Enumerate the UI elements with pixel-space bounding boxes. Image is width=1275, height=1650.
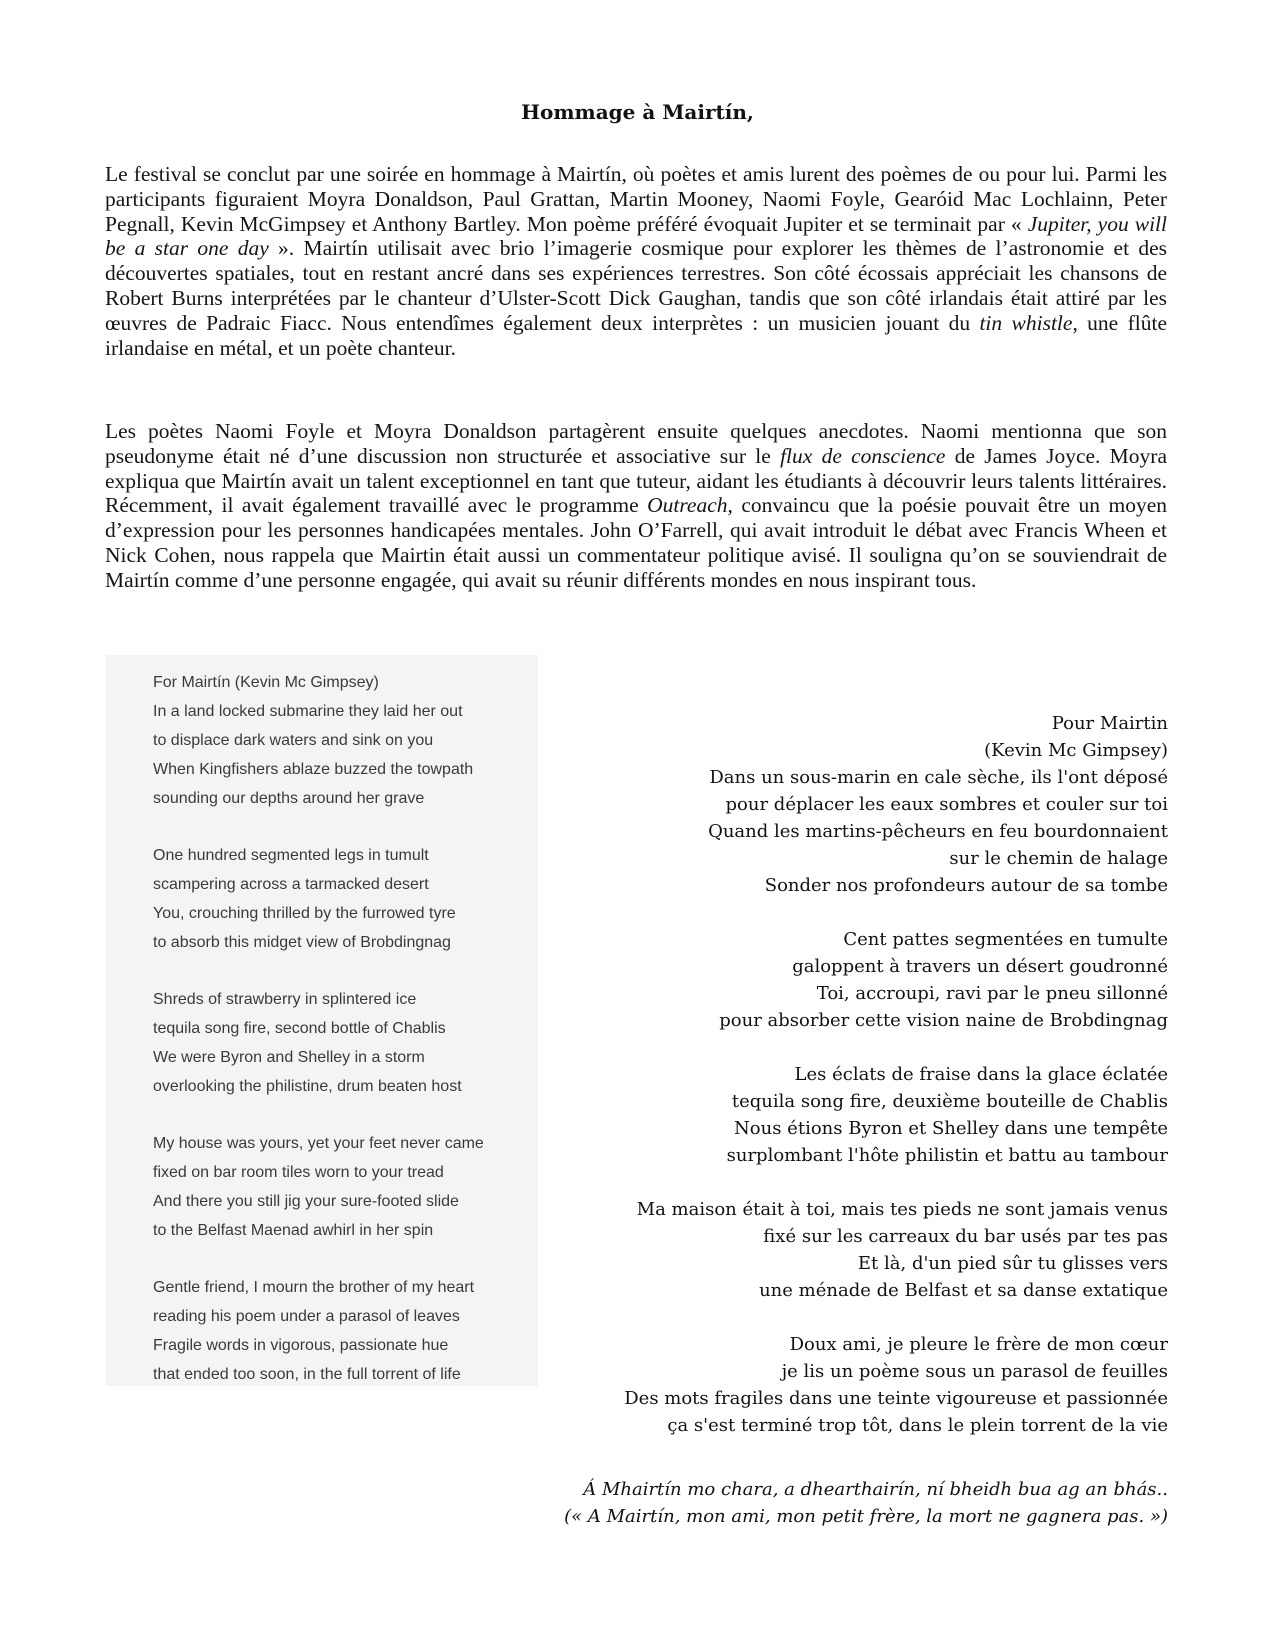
paragraph-text: ». Mairtín utilisait avec brio l’imagerie cosmique pour explorer les thèmes de l’astronomie et des découvertes spatiales, tout en restant ancré dans ses expériences terrestres. Son côté écossais appréciait les chansons de Robert Burns interprétées par le chanteur d’Ulster-Scott Dick Gaughan, tandis que son côté irlandais était attiré par les œuvres de Padraic Fiacc. Nous entendîmes également deux interprètes : un musicien jouant du	[105, 236, 1167, 335]
stanza-gap	[153, 1101, 484, 1129]
french-translation-line: (« A Mairtín, mon ami, mon petit frère, la mort ne gagnera pas. »)	[564, 1506, 1168, 1527]
italic-term: tin whistle	[979, 310, 1073, 335]
french-poem	[608, 710, 1168, 1439]
poem-line: ça s'est terminé trop tôt, dans le plein torrent de la vie	[667, 1415, 1168, 1436]
poem-line: Dans un sous-marin en cale sèche, ils l'ont déposé	[709, 767, 1168, 788]
poem-line: Quand les martins-pêcheurs en feu bourdonnaient	[708, 821, 1168, 842]
page-title: Hommage à Mairtín,	[521, 100, 754, 124]
closing-lines	[468, 1476, 1168, 1530]
poem-line: We were Byron and Shelley in a storm	[153, 1049, 425, 1066]
stanza-gap	[608, 899, 1168, 926]
poem-line: je lis un poème sous un parasol de feuilles	[781, 1361, 1168, 1382]
poem-title: Pour Mairtin	[1051, 713, 1168, 734]
poem-line: pour absorber cette vision naine de Brobdingnag	[719, 1010, 1168, 1031]
poem-line: One hundred segmented legs in tumult	[153, 847, 429, 864]
poem-line: to displace dark waters and sink on you	[153, 732, 434, 749]
poem-line: reading his poem under a parasol of leaves	[153, 1308, 460, 1325]
poem-line: galoppent à travers un désert goudronné	[792, 956, 1168, 977]
poem-line: overlooking the philistine, drum beaten host	[153, 1078, 462, 1095]
paragraph-text: Les poètes Naomi Foyle et Moyra Donaldson partagèrent ensuite quelques anecdotes. Naomi mentionna que son pseudonyme était né d’une discussion non structurée et associative sur le	[105, 419, 1167, 468]
poem-line: surplombant l'hôte philistin et battu au tambour	[726, 1145, 1168, 1166]
poem-line: fixé sur les carreaux du bar usés par tes pas	[763, 1226, 1168, 1247]
poem-line: Nous étions Byron et Shelley dans une tempête	[734, 1118, 1168, 1139]
quote-jupiter: Jupiter, you will be a star one day	[105, 211, 1167, 261]
poem-line: tequila song fire, deuxième bouteille de Chablis	[731, 1091, 1168, 1112]
irish-line: Á Mhairtín mo chara, a dhearthairín, ní bheidh bua ag an bhás..	[583, 1479, 1168, 1500]
italic-term: flux de conscience	[780, 443, 946, 468]
paragraph-tribute-evening	[105, 162, 1167, 360]
italic-term: Outreach	[647, 493, 728, 518]
stanza-gap	[608, 1304, 1168, 1331]
poem-line: une ménade de Belfast et sa danse extatique	[759, 1280, 1168, 1301]
stanza-gap	[608, 1169, 1168, 1196]
poem-line: scampering across a tarmacked desert	[153, 876, 429, 893]
english-poem-image	[106, 655, 538, 1386]
poem-line: Des mots fragiles dans une teinte vigoureuse et passionnée	[624, 1388, 1168, 1409]
stanza-gap	[153, 1245, 484, 1273]
poem-line: You, crouching thrilled by the furrowed tyre	[153, 905, 456, 922]
poem-line: pour déplacer les eaux sombres et couler sur toi	[725, 794, 1168, 815]
poem-line: Ma maison était à toi, mais tes pieds ne sont jamais venus	[636, 1199, 1168, 1220]
poem-heading: For Mairtín (Kevin Mc Gimpsey)	[153, 674, 379, 691]
poem-line: sounding our depths around her grave	[153, 790, 425, 807]
stanza-gap	[608, 1034, 1168, 1061]
poem-line: to the Belfast Maenad awhirl in her spin	[153, 1222, 434, 1239]
poem-line: tequila song fire, second bottle of Chablis	[153, 1020, 446, 1037]
poem-line: Doux ami, je pleure le frère de mon cœur	[789, 1334, 1168, 1355]
paragraph-text: , une flûte irlandaise en métal, et un poète chanteur.	[105, 310, 1167, 360]
stanza-gap	[153, 957, 484, 985]
poem-line: In a land locked submarine they laid her out	[153, 703, 463, 720]
poem-line: Gentle friend, I mourn the brother of my heart	[153, 1279, 475, 1296]
poem-line: Toi, accroupi, ravi par le pneu sillonné	[816, 983, 1168, 1004]
paragraph-anecdotes	[105, 419, 1167, 593]
poem-line: fixed on bar room tiles worn to your tread	[153, 1164, 444, 1181]
poem-line: sur le chemin de halage	[949, 848, 1168, 869]
poem-line: And there you still jig your sure-footed slide	[153, 1193, 459, 1210]
poem-line: Les éclats de fraise dans la glace éclatée	[794, 1064, 1168, 1085]
poem-line: Fragile words in vigorous, passionate hue	[153, 1337, 449, 1354]
paragraph-text: Le festival se conclut par une soirée en hommage à Mairtín, où poètes et amis lurent des poèmes de ou pour lui. Parmi les participants figuraient Moyra Donaldson, Paul Grattan, Martin Mooney, Naomi Foyle, Gearóid Mac Lochlainn, Peter Pegnall, Kevin McGimpsey et Anthony Bartley. Mon poème préféré évoquait Jupiter et se terminait par «	[105, 162, 1167, 236]
poem-line: When Kingfishers ablaze buzzed the towpath	[153, 761, 474, 778]
english-poem	[153, 668, 484, 1389]
paragraph-text: de James Joyce. Moyra expliqua que Mairtín avait un talent exceptionnel en tant que tuteur, aidant les étudiants à découvrir leurs talents littéraires. Récemment, il avait également travaillé avec le programme	[105, 443, 1167, 518]
poem-author: (Kevin Mc Gimpsey)	[984, 740, 1168, 761]
poem-line: Sonder nos profondeurs autour de sa tombe	[764, 875, 1168, 896]
poem-line: My house was yours, yet your feet never came	[153, 1135, 484, 1152]
poem-line: to absorb this midget view of Brobdingnag	[153, 934, 451, 951]
paragraph-text: , convaincu que la poésie pouvait être un moyen d’expression pour les personnes handicapées mentales. John O’Farrell, qui avait introduit le débat avec Francis Wheen et Nick Cohen, nous rappela que Mairtin était aussi un commentateur politique avisé. Il souligna qu’on se souviendrait de Mairtín comme d’une personne engagée, qui avait su réunir différents mondes en nous inspirant tous.	[105, 493, 1167, 592]
poem-line: Cent pattes segmentées en tumulte	[843, 929, 1168, 950]
poem-line: that ended too soon, in the full torrent of life	[153, 1366, 461, 1383]
poem-line: Shreds of strawberry in splintered ice	[153, 991, 417, 1008]
stanza-gap	[153, 813, 484, 841]
poem-line: Et là, d'un pied sûr tu glisses vers	[857, 1253, 1168, 1274]
